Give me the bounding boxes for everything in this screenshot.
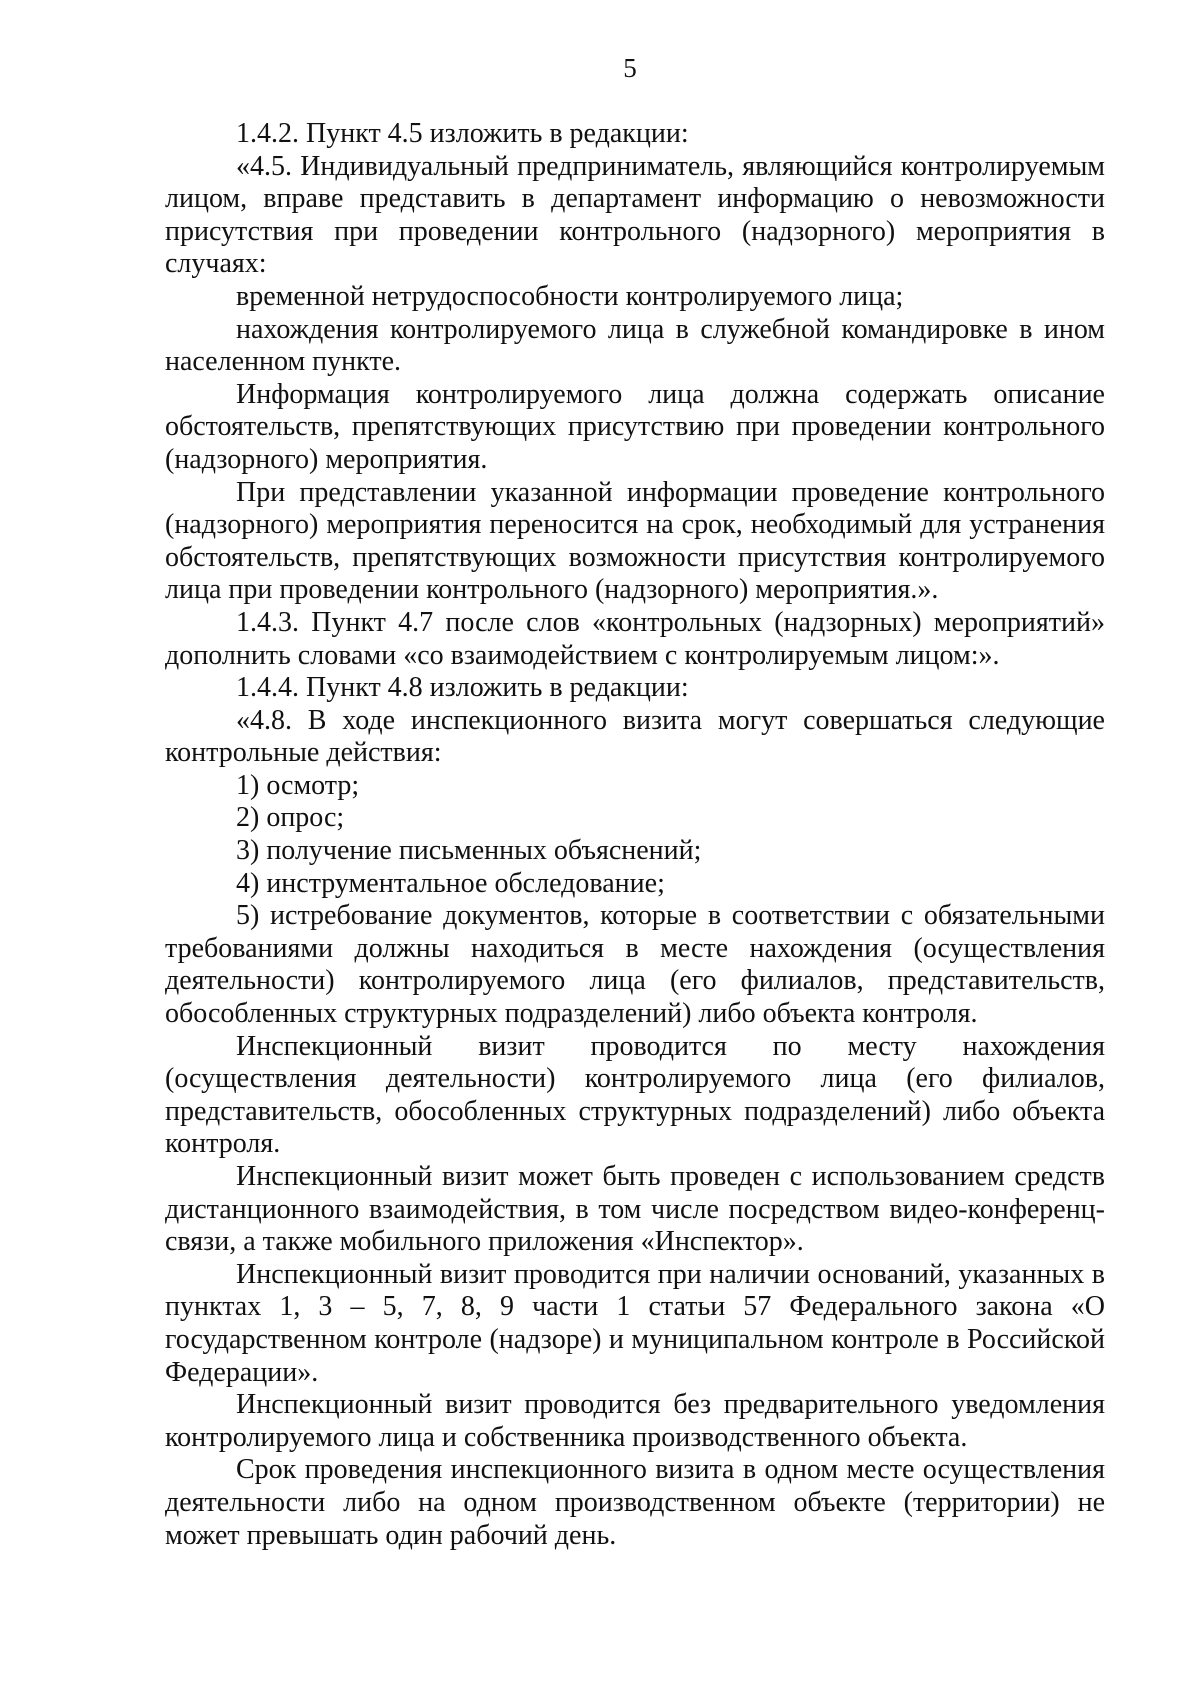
- paragraph-visit-location: Инспекционный визит проводится по месту нахождения (осуществления деятельности) контролируемого лица (его филиалов, представительств, обособленных структурных подразделений) либо объекта контроля.: [165, 1030, 1105, 1160]
- paragraph-item-4-8: «4.8. В ходе инспекционного визита могут совершаться следующие контрольные действия:: [165, 704, 1105, 769]
- paragraph-information-content: Информация контролируемого лица должна содержать описание обстоятельств, препятствующих присутствию при проведении контрольного (надзорного) мероприятия.: [165, 378, 1105, 475]
- paragraph-item-4-5: «4.5. Индивидуальный предприниматель, являющийся контролируемым лицом, вправе представить в департамент информацию о невозможности присутствия при проведении контрольного (надзорного) мероприятия в случаях:: [165, 150, 1105, 280]
- paragraph-remote-interaction: Инспекционный визит может быть проведен с использованием средств дистанционного взаимодействия, в том числе посредством видео-конференц-связи, а также мобильного приложения «Инспектор».: [165, 1161, 1105, 1258]
- list-item-instrumental-examination: 4) инструментальное обследование;: [236, 867, 665, 899]
- paragraph-item-1-4-2: 1.4.2. Пункт 4.5 изложить в редакции:: [236, 118, 689, 149]
- paragraph-visit-duration: Срок проведения инспекционного визита в одном месте осуществления деятельности либо на одном производственном объекте (территории) не может превышать один рабочий день.: [165, 1454, 1105, 1551]
- paragraph-no-prior-notice: Инспекционный визит проводится без предварительного уведомления контролируемого лица и собственника производственного объекта.: [165, 1389, 1105, 1453]
- list-item-survey: 2) опрос;: [236, 802, 345, 834]
- document-body: [165, 118, 1105, 1552]
- list-item-document-request: 5) истребование документов, которые в соответствии с обязательными требованиями должны находиться в месте нахождения (осуществления деятельности) контролируемого лица (его филиалов, представительств, обособленных структурных подразделений) либо объекта контроля.: [165, 900, 1105, 1030]
- paragraph-case-disability: временной нетрудоспособности контролируемого лица;: [236, 280, 904, 312]
- page-number: 5: [623, 53, 637, 83]
- paragraph-visit-grounds: Инспекционный визит проводится при наличии оснований, указанных в пунктах 1, 3 – 5, 7, 8, 9 части 1 статьи 57 Федерального закона «О государственном контроле (надзоре) и муниципальном контроле в Российской Федерации».: [165, 1258, 1105, 1388]
- list-item-inspection: 1) осмотр;: [236, 769, 360, 801]
- list-item-written-explanations: 3) получение письменных объяснений;: [236, 835, 702, 867]
- paragraph-item-1-4-4: 1.4.4. Пункт 4.8 изложить в редакции:: [236, 672, 689, 704]
- paragraph-postponement: При представлении указанной информации проведение контрольного (надзорного) мероприятия переносится на срок, необходимый для устранения обстоятельств, препятствующих возможности присутствия контролируемого лица при проведении контрольного (надзорного) мероприятия.».: [165, 476, 1105, 606]
- paragraph-item-1-4-3: 1.4.3. Пункт 4.7 после слов «контрольных (надзорных) мероприятий» дополнить словами «со взаимодействием с контролируемым лицом:».: [165, 606, 1105, 671]
- paragraph-case-business-trip: нахождения контролируемого лица в служебной командировке в ином населенном пункте.: [165, 313, 1105, 378]
